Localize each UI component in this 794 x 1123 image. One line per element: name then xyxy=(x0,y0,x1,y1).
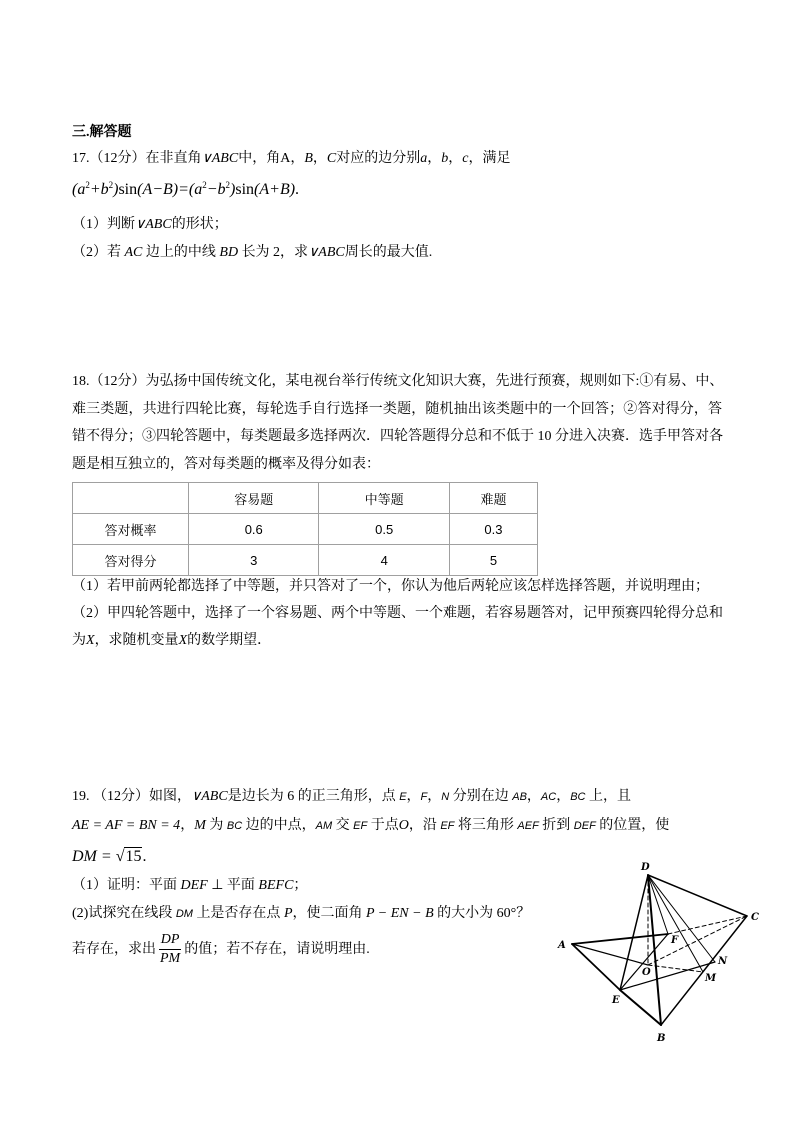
point-label-C: C xyxy=(751,912,759,923)
q18-part-2-line-1: （2）甲四轮答题中，选择了一个容易题、两个中等题、一个难题，若容易题答对，记甲预赛四轮得分总和 xyxy=(72,606,723,621)
point-label-M: M xyxy=(705,973,717,984)
q19-dm-condition: DM = √15. xyxy=(72,848,147,865)
edge-DB xyxy=(648,875,661,1025)
q17-part-2: （2）若 AC 边上的中线 BD 长为 2，求∨ABC周长的最大值. xyxy=(72,245,433,260)
table-row xyxy=(73,545,538,576)
folded-triangle-figure xyxy=(555,855,765,1051)
point-label-B: B xyxy=(657,1033,666,1044)
table-cell: 答对得分 xyxy=(73,545,189,576)
q17-condition-formula: $(a^2+b^2)\sin(A-B)=(a^2-b^2)\sin(A+B)$. xyxy=(72,180,300,198)
edge-BC xyxy=(661,916,747,1025)
edge-DM xyxy=(648,875,703,972)
table-cell: 4 xyxy=(319,545,449,576)
table-header-cell: 中等题 xyxy=(319,483,449,514)
edge-EB xyxy=(620,990,661,1025)
q17-stem: 17.（12分）在非直角∨ABC中，角A，B，C对应的边分别a，b，c，满足 xyxy=(72,151,511,166)
q19-part-2-ratio: 若存在，求出 $\frac{DP}{PM}$ 的值；若不存在，请说明理由. xyxy=(72,932,370,967)
point-label-D: D xyxy=(641,862,650,873)
table-header-row xyxy=(73,483,538,514)
q17-part-1: （1）判断∨ABC的形状； xyxy=(72,217,228,232)
table-cell: 0.6 xyxy=(189,514,319,545)
section-title: 三.解答题 xyxy=(72,125,132,140)
q18-probability-table xyxy=(72,482,538,576)
table-row xyxy=(73,514,538,545)
table-cell: 答对概率 xyxy=(73,514,189,545)
ratio-fraction: $\frac{DP}{PM}$ xyxy=(160,932,181,967)
q19-stem-line-1: 19. （12分）如图，∨ABC是边长为 6 的正三角形，点 E，F，N 分别在边 AB，AC，BC 上，且 xyxy=(72,789,631,804)
sqrt-sign: √ xyxy=(115,848,125,865)
q18-stem-line-3: 错不得分；③四轮答题中，每类题最多选择两次．四轮答题得分总和不低于 10 分进入决赛．选手甲答对各 xyxy=(72,429,723,444)
point-label-F: F xyxy=(671,935,679,946)
q19-part-1: （1）证明：平面 DEF ⊥ 平面 BEFC； xyxy=(72,878,308,893)
table-cell: 5 xyxy=(449,545,537,576)
point-label-N: N xyxy=(718,956,728,967)
q18-part-2-line-2: 为X，求随机变量X的数学期望． xyxy=(72,633,272,648)
table-cell: 0.5 xyxy=(319,514,449,545)
edge-DC xyxy=(648,875,747,916)
q18-stem-line-4: 题是相互独立的，答对每类题的概率及得分如表： xyxy=(72,457,380,472)
q19-stem-line-2: AE = AF = BN = 4，M 为 BC 边的中点，AM 交 EF 于点O，沿 EF 将三角形 AEF 折到 DEF 的位置，使 xyxy=(72,818,670,833)
table-header-cell: 难题 xyxy=(449,483,537,514)
point-label-E: E xyxy=(612,995,620,1006)
q18-part-1: （1）若甲前两轮都选择了中等题，并只答对了一个，你认为他后两轮应该怎样选择答题，并说明理由； xyxy=(72,579,709,594)
q19-part-2: (2)试探究在线段 DM 上是否存在点 P，使二面角 P − EN − B 的大小为 60°？ xyxy=(72,906,531,921)
table-header-cell xyxy=(73,483,189,514)
q18-stem-line-1: 18.（12分）为弘扬中国传统文化，某电视台举行传统文化知识大赛，先进行预赛，规则如下:①有易、中、 xyxy=(72,374,724,389)
table-header-cell: 容易题 xyxy=(189,483,319,514)
point-label-A: A xyxy=(558,940,566,951)
table-cell: 0.3 xyxy=(449,514,537,545)
table-cell: 3 xyxy=(189,545,319,576)
edge-EN xyxy=(620,962,715,990)
q18-stem-line-2: 难三类题，共进行四轮比赛，每轮选手自行选择一类题，随机抽出该类题中的一个回答；②答对得分，答 xyxy=(72,402,722,417)
point-label-O: O xyxy=(642,967,651,978)
